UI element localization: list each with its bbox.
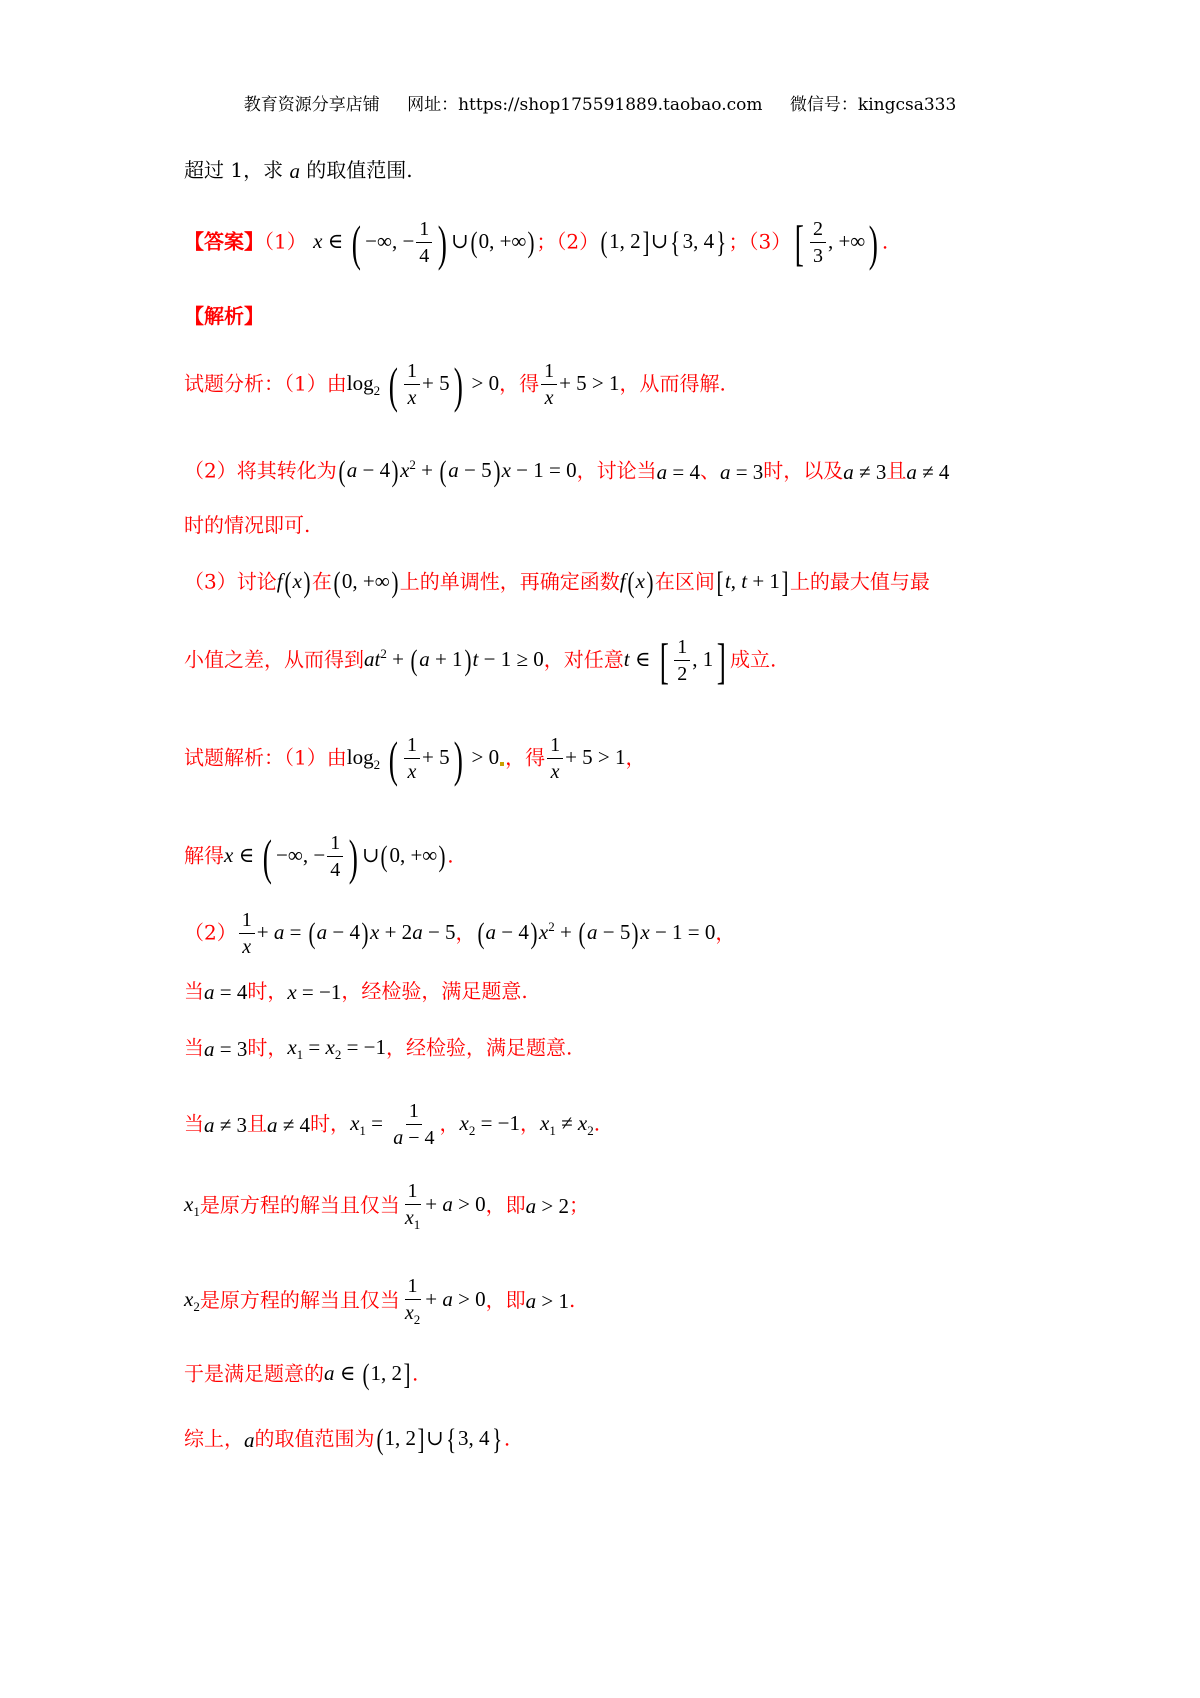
analysis-line-3: 时的情况即可.: [184, 513, 311, 537]
solution-line-4: 当a = 4时，x = −1，经检验，满足题意.: [184, 979, 528, 1004]
analysis-line-5: 小值之差，从而得到$at^2 + (a + 1)t - 1 \ge 0$，对任意t ∈ [ $\frac{1}{2}$ , 1] 成立.: [184, 633, 777, 689]
solution-line-6: 当a ≠ 3且a ≠ 4时，$x_1$ = $\frac{1}{a - 4}$ ，$x_2 = -1$，$x_1 \ne x_2$.: [184, 1100, 601, 1149]
header-wechat: kingcsa333: [857, 95, 957, 115]
answer-tag: 【答案】: [184, 229, 264, 254]
solution-line-1: 试题解析：（1）由$\log_2$ ( $\frac{1}{x}$ + 5) > 0 ，得 $\frac{1}{x}$ + 5 > 1，: [184, 731, 646, 787]
solution-line-2: 解得x ∈ ( −∞, − $\frac{1}{4}$ ) ∪(0, +∞).: [184, 829, 454, 885]
answer-2-math: (1, 2]∪{ 3, 4}: [600, 226, 727, 259]
analysis-line-2: （2）将其转化为$(a - 4)x^2 + (a - 5)x - 1 = 0$，讨论当a = 4、a = 3时，以及a ≠ 3且a ≠ 4: [184, 455, 950, 488]
intro-line: 超过 1，求 a 的取值范围.: [184, 158, 413, 183]
analysis-line-4: （3）讨论f(x)在(0, +∞)上的单调性，再确定函数f(x)在区间[t, t + 1]上的最大值与最: [184, 566, 930, 599]
header-shop: 教育资源分享店铺: [243, 95, 380, 115]
answer-1-math: x ∈ ( −∞, − $\frac{1}{4}$ ) ∪(0, +∞): [313, 215, 535, 271]
solution-line-8: $x_2$是原方程的解当且仅当 $\frac{1}{x_2}$ + a > 0，即a > 1.: [184, 1275, 576, 1327]
analysis-tag: 【解析】: [184, 304, 264, 328]
solution-line-10: 综上，a的取值范围为(1, 2]∪{ 3, 4} .: [184, 1423, 511, 1456]
header-url-label: 网址：: [407, 95, 459, 115]
solution-line-3: （2） $\frac{1}{x}$ + a = (a − 4)x + 2a − 5，$(a - 4)x^2 + (a - 5)x - 1 = 0$，: [184, 909, 736, 958]
analysis-line-1: 试题分析：（1）由$\log_2$ ( $\frac{1}{x}$ + 5) > 0，得 $\frac{1}{x}$ + 5 > 1，从而得解.: [184, 357, 726, 413]
solution-line-9: 于是满足题意的a ∈ (1, 2].: [184, 1358, 419, 1391]
answer-3-math: [ $\frac{2}{3}$ , +∞): [795, 215, 879, 271]
answer-line: 【答案】（1） x ∈ ( −∞, − $\frac{1}{4}$ ) ∪(0, +∞)；（2）(1, 2]∪{ 3, 4} ；（3）[ $\frac{2}{3}$ , +∞) .: [184, 215, 889, 271]
page-header: [0, 90, 1200, 115]
solution-line-5: 当a = 3时，$x_1 = x_2 = -1$，经检验，满足题意.: [184, 1035, 573, 1063]
header-wechat-label: 微信号：: [789, 95, 858, 115]
solution-line-7: $x_1$是原方程的解当且仅当 $\frac{1}{x_1}$ + a > 0，即a > 2；: [184, 1180, 589, 1232]
header-url[interactable]: https://shop175591889.taobao.com: [458, 95, 763, 115]
